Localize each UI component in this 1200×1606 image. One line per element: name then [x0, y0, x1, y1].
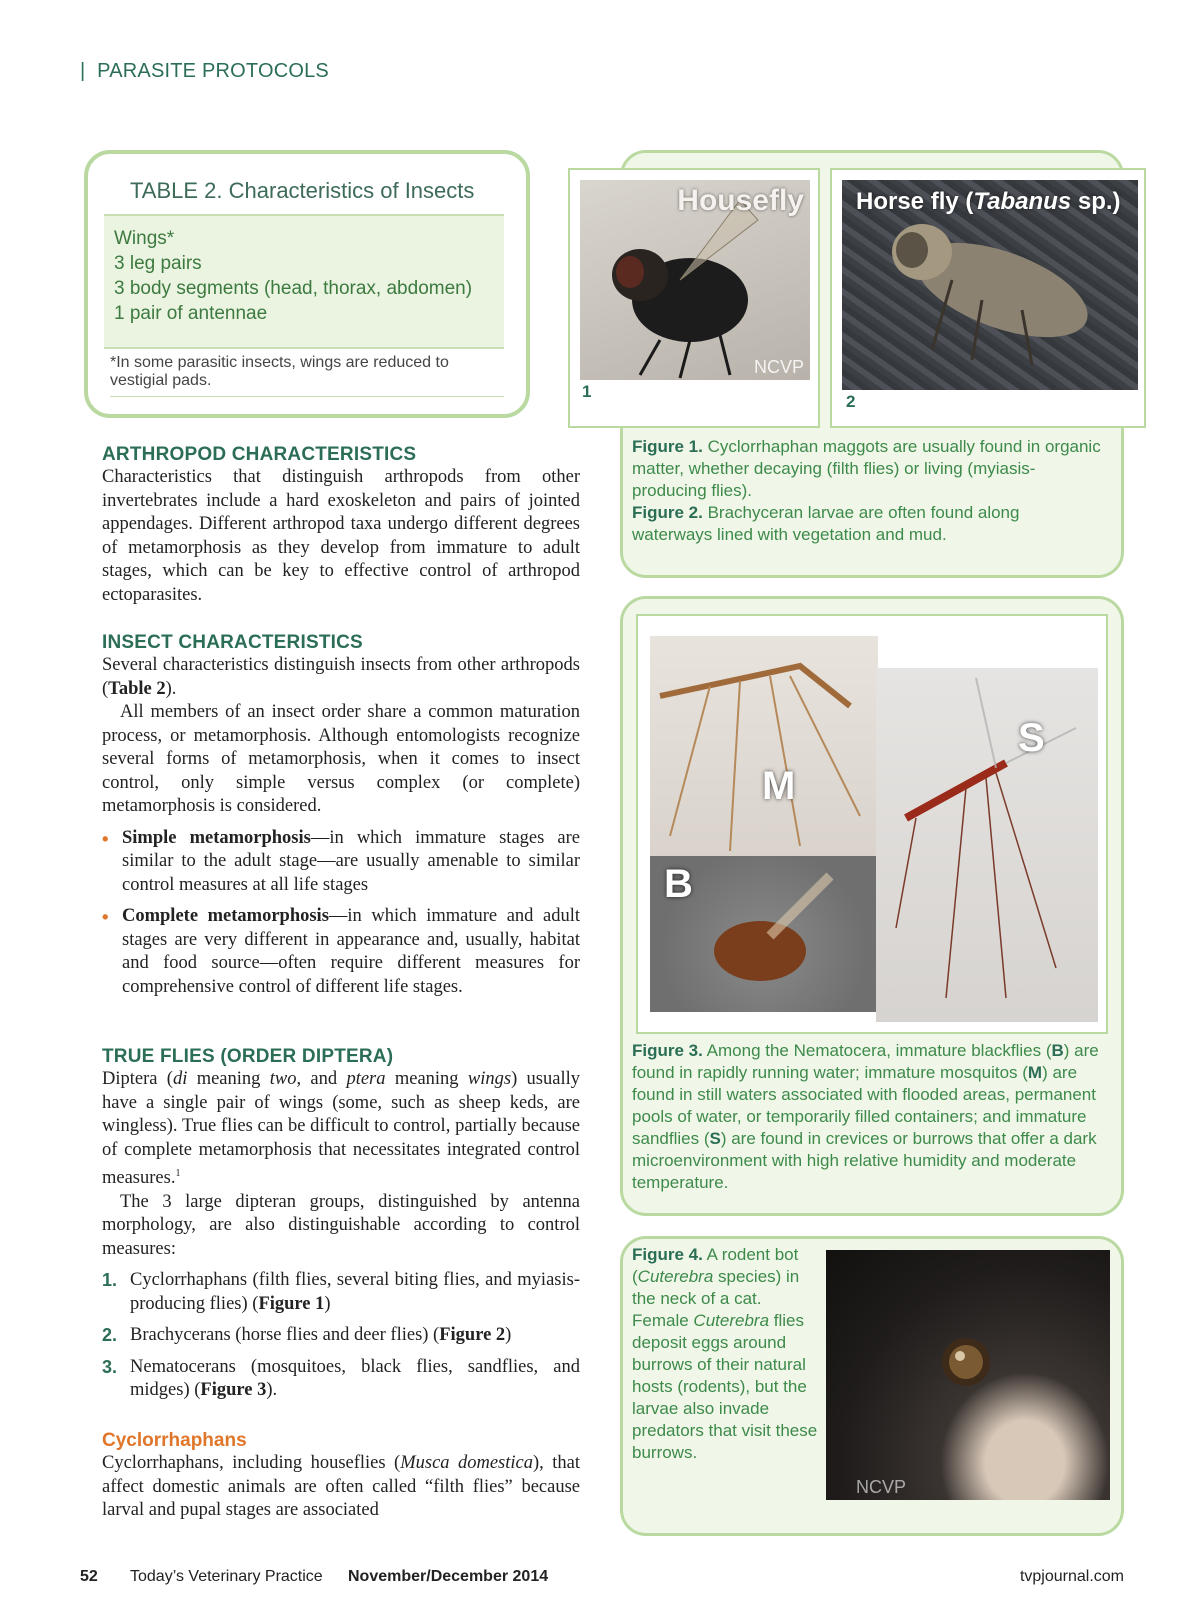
diptera-section [102, 1046, 580, 1403]
list-end: ). [266, 1380, 278, 1401]
caption-letter-m: M [1027, 1063, 1043, 1082]
list-number: 2. [102, 1325, 118, 1346]
figure-1-frame [568, 168, 820, 428]
label-genus: Tabanus [973, 188, 1072, 215]
text-part: ) usually have a single pair of wings (some, such as sheep keds, are wingless). True flies can be difficult to control, partially because of complete metamorphosis that necessitates integrated control measures. [102, 1069, 580, 1189]
cyclorrhaphans-paragraph [102, 1452, 580, 1523]
table-2-box [84, 150, 530, 418]
table-row: 3 leg pairs [114, 253, 202, 274]
horse-fly-photo [842, 180, 1138, 390]
table-row: 1 pair of antennae [114, 303, 268, 324]
arthropod-section [102, 444, 580, 607]
figure-3-caption [632, 1040, 1108, 1194]
list-item [102, 1269, 580, 1316]
reference-1: 1 [175, 1168, 181, 1179]
footnote-text: In some parasitic insects, wings are reduced to vestigial pads. [110, 354, 449, 389]
bullet-dot: • [102, 906, 109, 927]
text-part: ). [165, 678, 177, 699]
housefly-label: Housefly [677, 184, 804, 217]
term-italic: two [269, 1069, 297, 1089]
figure-4-caption [632, 1244, 818, 1464]
figure-ref: Figure 1 [258, 1293, 325, 1314]
caption-part: Among the Nematocera, immature blackflies ( [706, 1041, 1052, 1060]
sandfly-illustration [876, 668, 1098, 1022]
genus-name: Cuterebra [637, 1267, 714, 1286]
text-part: , and [296, 1069, 347, 1089]
label-prefix: Horse fly ( [856, 188, 974, 215]
figure-1-2-caption [632, 436, 1102, 546]
section-title: PARASITE PROTOCOLS [97, 60, 329, 82]
journal-name: Today’s Veterinary Practice [130, 1568, 323, 1585]
list-end: ) [505, 1325, 512, 1346]
caption-part: species) in the neck of a cat. Female [632, 1267, 800, 1330]
list-item [102, 1356, 580, 1403]
species-name: Musca domestica [400, 1453, 533, 1473]
letter-m: M [762, 764, 796, 808]
text-part: ), that affect domestic animals are often called “filth flies” because larval and pupal stages are associated [102, 1453, 580, 1520]
mosquito-illustration [650, 636, 878, 856]
arthropod-heading: ARTHROPOD CHARACTERISTICS [102, 444, 417, 465]
table-ref: Table 2 [108, 678, 166, 699]
footnote-marker: * [110, 354, 117, 371]
figure-2-label: Figure 2. [632, 503, 703, 522]
housefly-photo [580, 180, 810, 380]
term-italic: di [172, 1069, 188, 1089]
insect-heading: INSECT CHARACTERISTICS [102, 632, 363, 653]
text-part: meaning [385, 1069, 468, 1089]
figure-1-text: Cyclorrhaphan maggots are usually found in organic matter, whether decaying (filth flies) or living (myiasis-producing flies). [632, 437, 1101, 500]
list-end: ) [324, 1293, 331, 1314]
issue-date: November/December 2014 [348, 1568, 549, 1585]
text-part: Diptera ( [102, 1069, 173, 1089]
diptera-paragraph-2: The 3 large dipteran groups, distinguished by antenna morphology, are also distinguishable according to control measures: [102, 1191, 580, 1259]
running-header [80, 60, 329, 83]
table-title: TABLE 2. Characteristics of Insects [130, 178, 475, 203]
table-rows [104, 214, 504, 349]
diptera-heading: TRUE FLIES (ORDER DIPTERA) [102, 1046, 394, 1067]
bullet-text: —in which immature stages are similar to the adult stage—are usually amenable to similar control measures at all life stages [122, 827, 580, 895]
list-item [102, 1324, 580, 1348]
bullet-dot: • [102, 827, 109, 849]
figure-1-number: 1 [582, 382, 592, 401]
rodent-bot-illustration [826, 1250, 1110, 1500]
table-row: Wings* [114, 228, 175, 249]
figure-3-frame [636, 614, 1108, 1034]
bullet-complete [102, 905, 580, 999]
blackfly-photo [650, 856, 878, 1012]
figure-2-frame [830, 168, 1146, 428]
cyclorrhaphans-heading: Cyclorrhaphans [102, 1430, 247, 1451]
journal-website: tvpjournal.com [1019, 1568, 1124, 1585]
cyclorrhaphans-section [102, 1430, 580, 1523]
arthropod-paragraph: Characteristics that distinguish arthropods from other invertebrates include a hard exoskeleton and pairs of jointed appendages. Different arthropod taxa undergo different degrees of metamorphosis as they develop from immature to adult stages, which can be key to effective control of arthropod ectoparasites. [102, 467, 580, 605]
figure-ref: Figure 2 [439, 1325, 506, 1346]
genus-name: Cuterebra [693, 1311, 770, 1330]
caption-part: A rodent bot ( [632, 1245, 799, 1286]
caption-part: flies deposit eggs around burrows of their natural hosts (rodents), but the larvae also invade predators that visit these burrows. [632, 1311, 818, 1462]
list-number: 1. [102, 1270, 118, 1291]
diptera-paragraph-1 [102, 1068, 580, 1191]
figure-4-label: Figure 4. [632, 1245, 703, 1264]
text-part: Several characteristics distinguish insects from other arthropods ( [102, 655, 580, 699]
horse-fly-label [856, 188, 1121, 216]
page-number: 52 [80, 1568, 98, 1585]
rodent-bot-photo [826, 1250, 1110, 1500]
insect-paragraph-2: All members of an insect order share a common maturation process, or metamorphosis. Although entomologists recognize several forms of metamorphosis, when it comes to insect control, only simple versus complex (or complete) metamorphosis is considered. [102, 702, 580, 816]
figure-1-label: Figure 1. [632, 437, 703, 456]
table-footnote [110, 354, 504, 397]
watermark-ncvp: NCVP [856, 1477, 907, 1497]
figure-3-label: Figure 3. [632, 1041, 703, 1060]
bullet-simple [102, 827, 580, 898]
term-italic: wings [467, 1069, 512, 1089]
term-italic: ptera [346, 1069, 386, 1089]
bullet-text: —in which immature and adult stages are very different in appearance and, usually, habitat and food source—often require different measures for comprehensive control of different life stages. [122, 906, 580, 997]
text-part: meaning [187, 1069, 270, 1089]
mosquito-blackfly-photos [650, 636, 878, 1012]
sandfly-photo [876, 668, 1098, 1022]
watermark-ncvp: NCVP [753, 357, 804, 377]
figure-2-text: Brachyceran larvae are often found along waterways lined with vegetation and mud. [632, 503, 1020, 544]
bullet-term: Simple metamorphosis [122, 827, 311, 848]
figure-2-number: 2 [846, 392, 856, 411]
insect-section [102, 632, 580, 999]
list-text: Cyclorrhaphans (filth flies, several biting flies, and myiasis-producing flies) ( [130, 1270, 580, 1314]
caption-part: ) are found in rapidly running water; immature mosquitos ( [632, 1041, 1099, 1082]
letter-b: B [664, 862, 693, 906]
caption-letter-s: S [709, 1129, 721, 1148]
insect-paragraph-1 [102, 654, 580, 701]
caption-part: ) are found in still waters associated with flooded areas, permanent pools of water, or temporarily filled containers; and immature sandflies ( [632, 1063, 1096, 1148]
table-row: 3 body segments (head, thorax, abdomen) [114, 278, 473, 299]
mosquito-photo [650, 636, 878, 856]
label-suffix: sp.) [1071, 188, 1121, 215]
caption-part: ) are found in crevices or burrows that offer a dark microenvironment with high relative humidity and moderate temperature. [632, 1129, 1097, 1192]
list-text: Nematocerans (mosquitoes, black flies, sandflies, and midges) ( [130, 1356, 580, 1401]
list-text: Brachycerans (horse flies and deer flies) ( [130, 1325, 440, 1346]
figure-ref: Figure 3 [200, 1380, 267, 1401]
bullet-term: Complete metamorphosis [122, 906, 329, 926]
text-part: Cyclorrhaphans, including houseflies ( [102, 1453, 401, 1473]
list-number: 3. [102, 1356, 118, 1377]
caption-letter-b: B [1051, 1041, 1064, 1060]
header-divider: | [80, 60, 86, 82]
letter-s: S [1018, 716, 1045, 760]
